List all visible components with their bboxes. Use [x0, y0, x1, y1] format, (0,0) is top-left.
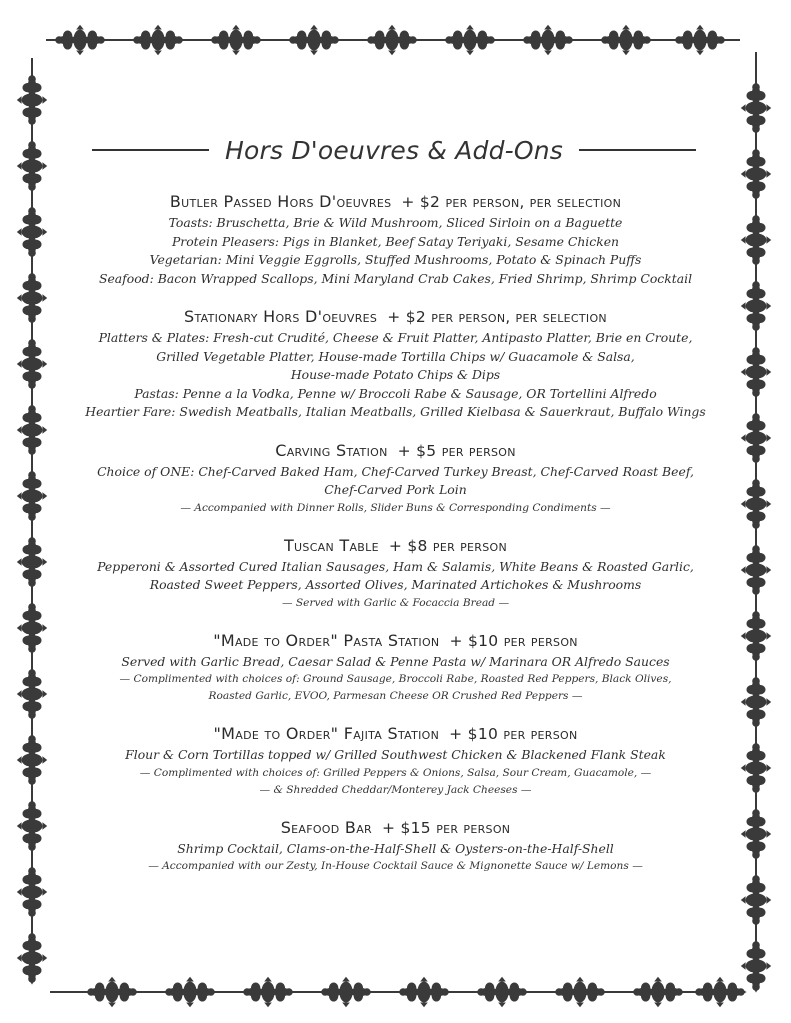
damask-ornament-icon: [741, 477, 771, 530]
menu-section: [60, 192, 731, 288]
damask-ornament-icon: [693, 977, 746, 1007]
menu-section: [60, 441, 731, 517]
section-price-unit: per person: [503, 725, 578, 743]
accompaniment-note: — & Shredded Cheddar/Monterey Jack Cheeses —: [259, 783, 532, 796]
damask-ornament-icon: [741, 411, 771, 464]
section-heading: [60, 818, 731, 837]
damask-ornament-icon: [17, 931, 47, 984]
section-price-plus: +: [449, 631, 468, 650]
section-heading: [60, 724, 731, 743]
damask-ornament-icon: [397, 977, 450, 1007]
accompaniment-note: — Complimented with choices of: Ground Sausage, Broccoli Rabe, Roasted Red Peppers, Black Olives,: [119, 673, 672, 685]
section-heading: [60, 631, 731, 650]
item-line: Grilled Vegetable Platter, House-made Tortilla Chips w/ Guacamole & Salsa,: [156, 348, 635, 364]
section-price: $8: [407, 536, 428, 555]
title-rule-left: [92, 149, 209, 151]
damask-ornament-icon: [741, 807, 771, 860]
section-price-unit: per person: [441, 441, 516, 460]
damask-ornament-icon: [741, 741, 771, 794]
menu-section: [60, 631, 731, 706]
damask-ornament-icon: [53, 25, 106, 55]
section-price-plus: +: [397, 441, 417, 460]
item-line: Roasted Sweet Peppers, Assorted Olives, Marinated Artichokes & Mushrooms: [149, 577, 642, 592]
item-line: Protein Pleasers: Pigs in Blanket, Beef Satay Teriyaki, Sesame Chicken: [171, 233, 620, 249]
damask-ornament-icon: [741, 279, 771, 332]
section-price-unit: per person: [436, 818, 511, 837]
section-price-plus: +: [449, 725, 468, 743]
menu-section: [60, 818, 731, 876]
item-line: Seafood: Bacon Wrapped Scallops, Mini Maryland Crab Cakes, Fried Shrimp, Shrimp Cocktail: [98, 270, 693, 286]
item-line: House-made Potato Chips & Dips: [290, 367, 501, 382]
section-heading: [60, 536, 731, 555]
damask-ornament-icon: [521, 25, 574, 55]
damask-ornament-icon: [17, 601, 47, 654]
damask-ornament-icon: [443, 25, 496, 55]
damask-ornament-icon: [741, 147, 771, 200]
title-rule-right: [579, 149, 696, 151]
accompaniment-note: Roasted Garlic, EVOO, Parmesan Cheese OR Crushed Red Peppers —: [208, 690, 583, 702]
damask-ornament-icon: [553, 977, 606, 1007]
section-price-plus: +: [388, 536, 408, 555]
section-price-plus: +: [387, 308, 406, 326]
item-line: Served with Garlic Bread, Caesar Salad & Penne Pasta w/ Marinara OR Alfredo Sauces: [121, 653, 670, 669]
accompaniment-note: — Complimented with choices of: Grilled Peppers & Onions, Salsa, Sour Cream, Guacamole, —: [139, 766, 652, 779]
damask-ornament-icon: [17, 337, 47, 390]
section-price-unit: per person: [432, 536, 508, 555]
section-price: $2: [419, 193, 441, 211]
section-price: $2: [405, 308, 427, 326]
menu-section: [60, 307, 731, 422]
damask-ornament-icon: [17, 865, 47, 918]
damask-ornament-icon: [17, 469, 47, 522]
section-name: "Made to Order" Pasta Station: [213, 630, 440, 650]
damask-ornament-icon: [163, 977, 216, 1007]
section-price-unit: per person, per selection: [445, 193, 622, 211]
title-row: [92, 128, 696, 172]
damask-ornament-icon: [17, 205, 47, 258]
damask-ornament-icon: [17, 403, 47, 456]
damask-ornament-icon: [741, 939, 771, 992]
damask-ornament-icon: [17, 139, 47, 192]
section-price: $10: [467, 631, 499, 650]
menu-body: [60, 192, 731, 894]
accompaniment-note: — Accompanied with our Zesty, In-House Cocktail Sauce & Mignonette Sauce w/ Lemons —: [148, 860, 643, 872]
section-heading: [60, 192, 731, 211]
damask-ornament-icon: [741, 81, 771, 134]
damask-ornament-icon: [17, 667, 47, 720]
item-line: Shrimp Cocktail, Clams-on-the-Half-Shell & Oysters-on-the-Half-Shell: [177, 840, 614, 856]
section-heading: [60, 307, 731, 326]
section-price-unit: per person: [503, 631, 578, 650]
damask-ornament-icon: [741, 675, 771, 728]
section-price: $10: [467, 725, 499, 743]
item-line: Pepperoni & Assorted Cured Italian Sausages, Ham & Salamis, White Beans & Roasted Garlic,: [97, 558, 694, 574]
damask-ornament-icon: [741, 873, 771, 926]
damask-ornament-icon: [673, 25, 726, 55]
damask-ornament-icon: [319, 977, 372, 1007]
section-price: $5: [416, 441, 437, 460]
damask-ornament-icon: [131, 25, 184, 55]
item-line: Platters & Plates: Fresh-cut Crudité, Cheese & Fruit Platter, Antipasto Platter, Brie en Croute,: [98, 330, 693, 345]
section-name: Stationary Hors D'oeuvres: [184, 307, 378, 326]
section-name: Butler Passed Hors D'oeuvres: [169, 192, 392, 211]
damask-ornament-icon: [741, 609, 771, 662]
damask-ornament-icon: [741, 213, 771, 266]
item-line: Choice of ONE: Chef-Carved Baked Ham, Chef-Carved Turkey Breast, Chef-Carved Roast Beef,: [97, 463, 694, 479]
section-name: Seafood Bar: [280, 817, 372, 837]
section-price-unit: per person, per selection: [431, 308, 607, 326]
accompaniment-note: — Served with Garlic & Focaccia Bread —: [281, 596, 510, 609]
item-line: Flour & Corn Tortillas topped w/ Grilled Southwest Chicken & Blackened Flank Steak: [125, 747, 666, 762]
damask-ornament-icon: [209, 25, 262, 55]
damask-ornament-icon: [475, 977, 528, 1007]
accompaniment-note: — Accompanied with Dinner Rolls, Slider Buns & Corresponding Condiments —: [180, 501, 611, 514]
damask-ornament-icon: [17, 535, 47, 588]
page-title: Hors D'oeuvres & Add-Ons: [224, 135, 564, 165]
section-name: "Made to Order" Fajita Station: [213, 724, 440, 743]
item-line: Vegetarian: Mini Veggie Eggrolls, Stuffed Mushrooms, Potato & Spinach Puffs: [149, 252, 642, 267]
damask-ornament-icon: [17, 271, 47, 324]
item-line: Pastas: Penne a la Vodka, Penne w/ Broccoli Rabe & Sausage, OR Tortellini Alfredo: [134, 385, 657, 401]
damask-ornament-icon: [85, 977, 138, 1007]
item-line: Chef-Carved Pork Loin: [324, 482, 467, 497]
item-line: Heartier Fare: Swedish Meatballs, Italian Meatballs, Grilled Kielbasa & Sauerkraut, Buffalo Wings: [85, 404, 706, 419]
damask-ornament-icon: [365, 25, 418, 55]
menu-section: [60, 536, 731, 612]
section-price-plus: +: [401, 193, 420, 211]
damask-ornament-icon: [599, 25, 652, 55]
section-name: Carving Station: [275, 440, 388, 460]
damask-ornament-icon: [17, 73, 47, 126]
damask-ornament-icon: [741, 543, 771, 596]
section-price: $15: [400, 818, 431, 837]
damask-ornament-icon: [287, 25, 340, 55]
damask-ornament-icon: [241, 977, 294, 1007]
menu-section: [60, 724, 731, 799]
item-line: Toasts: Bruschetta, Brie & Wild Mushroom, Sliced Sirloin on a Baguette: [168, 215, 623, 230]
damask-ornament-icon: [741, 345, 771, 398]
section-name: Tuscan Table: [283, 535, 379, 555]
section-heading: [60, 441, 731, 460]
section-price-plus: +: [381, 818, 401, 837]
damask-ornament-icon: [631, 977, 684, 1007]
damask-ornament-icon: [17, 733, 47, 786]
damask-ornament-icon: [17, 799, 47, 852]
